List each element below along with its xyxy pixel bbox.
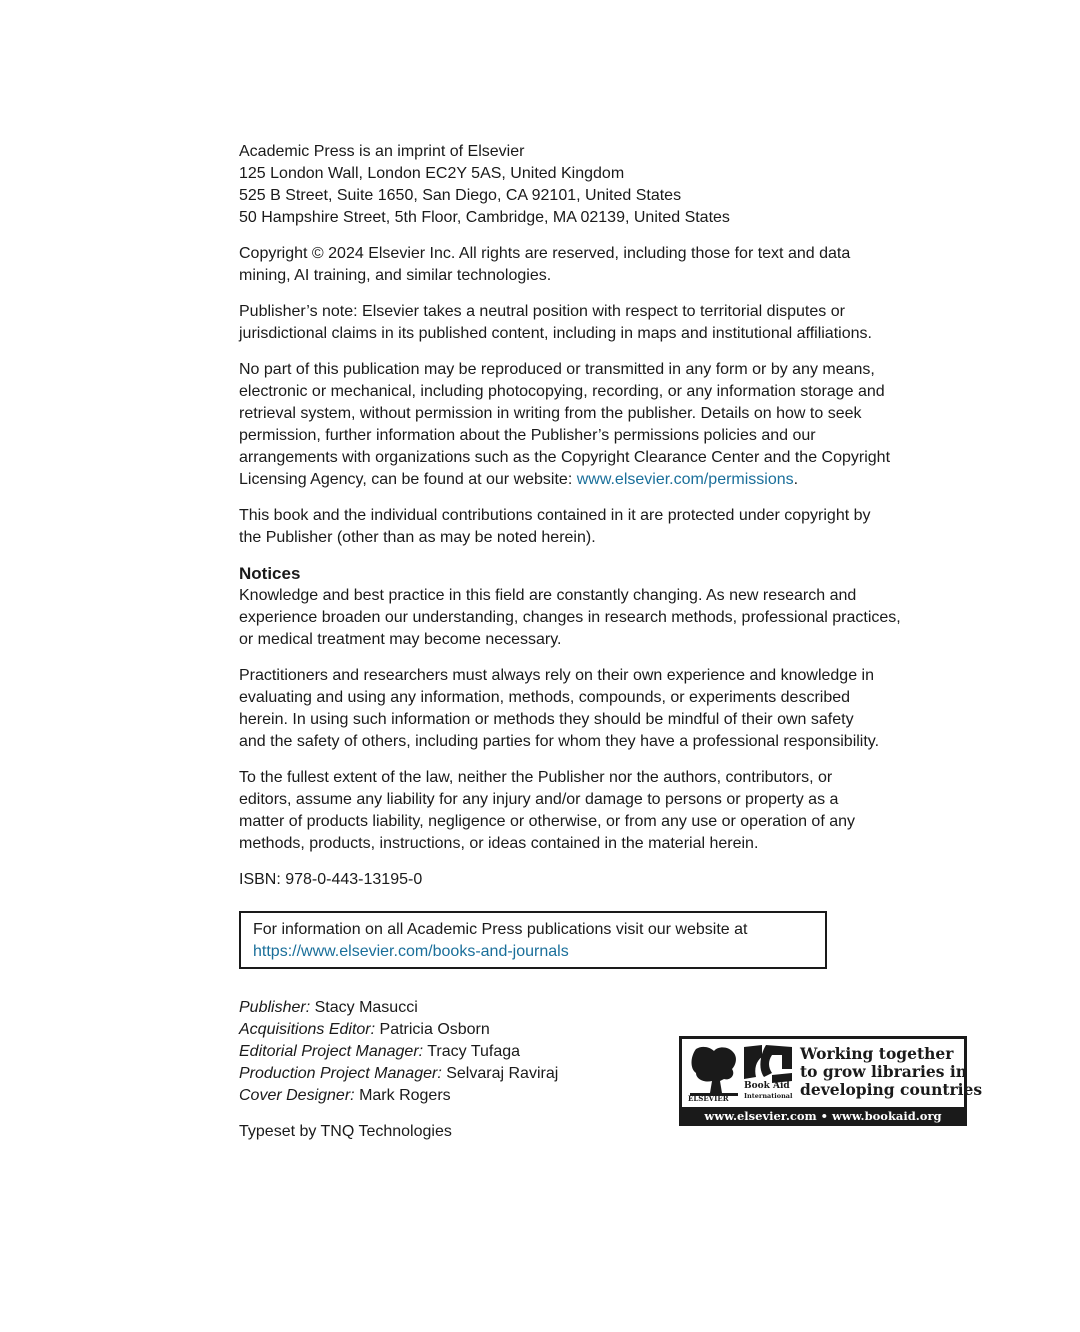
notice-line: experience broaden our understanding, changes in research methods, professional practices, [239,609,901,626]
reproduction-line: arrangements with organizations such as the Copyright Clearance Center and the Copyright [239,449,891,466]
copyright-page [239,141,939,1143]
reproduction-notice [239,359,939,491]
credit-role: Acquisitions Editor: [239,1021,376,1038]
bookaid-logo-panel [682,1039,983,1107]
notice-line: To the fullest extent of the law, neither the Publisher nor the authors, contributors, or [239,769,833,786]
typeset-credit: Typeset by TNQ Technologies [239,1123,452,1140]
credit-name: Selvaraj Raviraj [446,1065,559,1082]
notice-line: Knowledge and best practice in this field are constantly changing. As new research and [239,587,857,604]
copyright-statement [239,243,939,287]
bookaid-logo-sublabel: International [744,1092,793,1100]
credit-publisher [239,997,939,1019]
publications-info-box [239,911,827,969]
copyright-line: Copyright © 2024 Elsevier Inc. All rights are reserved, including those for text and data [239,245,851,262]
notice-line: methods, products, instructions, or ideas contained in the material herein. [239,835,759,852]
reproduction-line: No part of this publication may be reproduced or transmitted in any form or by any means, [239,361,875,378]
notice-line: herein. In using such information or methods they should be mindful of their own safety [239,711,854,728]
imprint-line: Academic Press is an imprint of Elsevier [239,143,525,160]
credit-role: Editorial Project Manager: [239,1043,424,1060]
publishers-note-line: jurisdictional claims in its published content, including in maps and institutional affiliations. [239,325,872,342]
copyright-protection [239,505,939,549]
elsevier-bookaid-logo [679,1036,983,1126]
credit-name: Mark Rogers [359,1087,451,1104]
books-and-journals-link[interactable]: https://www.elsevier.com/books-and-journals [253,943,569,960]
tagline-line: to grow libraries in [800,1062,967,1081]
protection-line: This book and the individual contributions contained in it are protected under copyright by [239,507,871,524]
publishers-note-line: Publisher’s note: Elsevier takes a neutral position with respect to territorial disputes or [239,303,845,320]
credit-name: Tracy Tufaga [427,1043,521,1060]
imprint-address [239,141,939,229]
notices-paragraph-2 [239,665,939,753]
tagline-line: Working together [800,1044,954,1063]
notices-heading: Notices [239,564,301,583]
isbn: ISBN: 978-0-443-13195-0 [239,871,423,888]
notice-line: or medical treatment may become necessary. [239,631,562,648]
notices-paragraph-1 [239,585,939,651]
address-cambridge: 50 Hampshire Street, 5th Floor, Cambridge, MA 02139, United States [239,209,730,226]
notices-paragraph-3 [239,767,939,855]
credit-name: Stacy Masucci [314,999,418,1016]
notice-line: evaluating and using any information, methods, compounds, or experiments described [239,689,851,706]
reproduction-line: permission, further information about the Publisher’s permissions policies and our [239,427,816,444]
reproduction-last-line [239,469,939,491]
address-london: 125 London Wall, London EC2Y 5AS, United Kingdom [239,165,625,182]
info-box-text: For information on all Academic Press publications visit our website at [253,921,748,938]
publishers-note [239,301,939,345]
credit-name: Patricia Osborn [379,1021,490,1038]
address-san-diego: 525 B Street, Suite 1650, San Diego, CA 92101, United States [239,187,682,204]
reproduction-line: electronic or mechanical, including photocopying, recording, or any information storage and [239,383,885,400]
copyright-line: mining, AI training, and similar technologies. [239,267,552,284]
reproduction-line-suffix: . [793,471,799,488]
notice-line: matter of products liability, negligence or otherwise, or from any use or operation of any [239,813,856,830]
reproduction-line-prefix: Licensing Agency, can be found at our website: [239,471,577,488]
notice-line: editors, assume any liability for any injury and/or damage to persons or property as a [239,791,839,808]
bookaid-footer-urls: www.elsevier.com • www.bookaid.org [704,1109,942,1123]
credit-role: Cover Designer: [239,1087,355,1104]
bookaid-logo-label: Book Aid [744,1081,790,1091]
notice-line: and the safety of others, including parties for whom they have a professional responsibility. [239,733,880,750]
permissions-link[interactable]: www.elsevier.com/permissions [576,471,794,488]
notice-line: Practitioners and researchers must always rely on their own experience and knowledge in [239,667,874,684]
tagline-line: developing countries [800,1080,983,1099]
protection-line: the Publisher (other than as may be noted herein). [239,529,596,546]
reproduction-line: retrieval system, without permission in writing from the publisher. Details on how to seek [239,405,862,422]
bookaid-tagline [800,1045,982,1099]
credit-role: Publisher: [239,999,311,1016]
credit-role: Production Project Manager: [239,1065,442,1082]
elsevier-logo-label: ELSEVIER [688,1094,729,1103]
